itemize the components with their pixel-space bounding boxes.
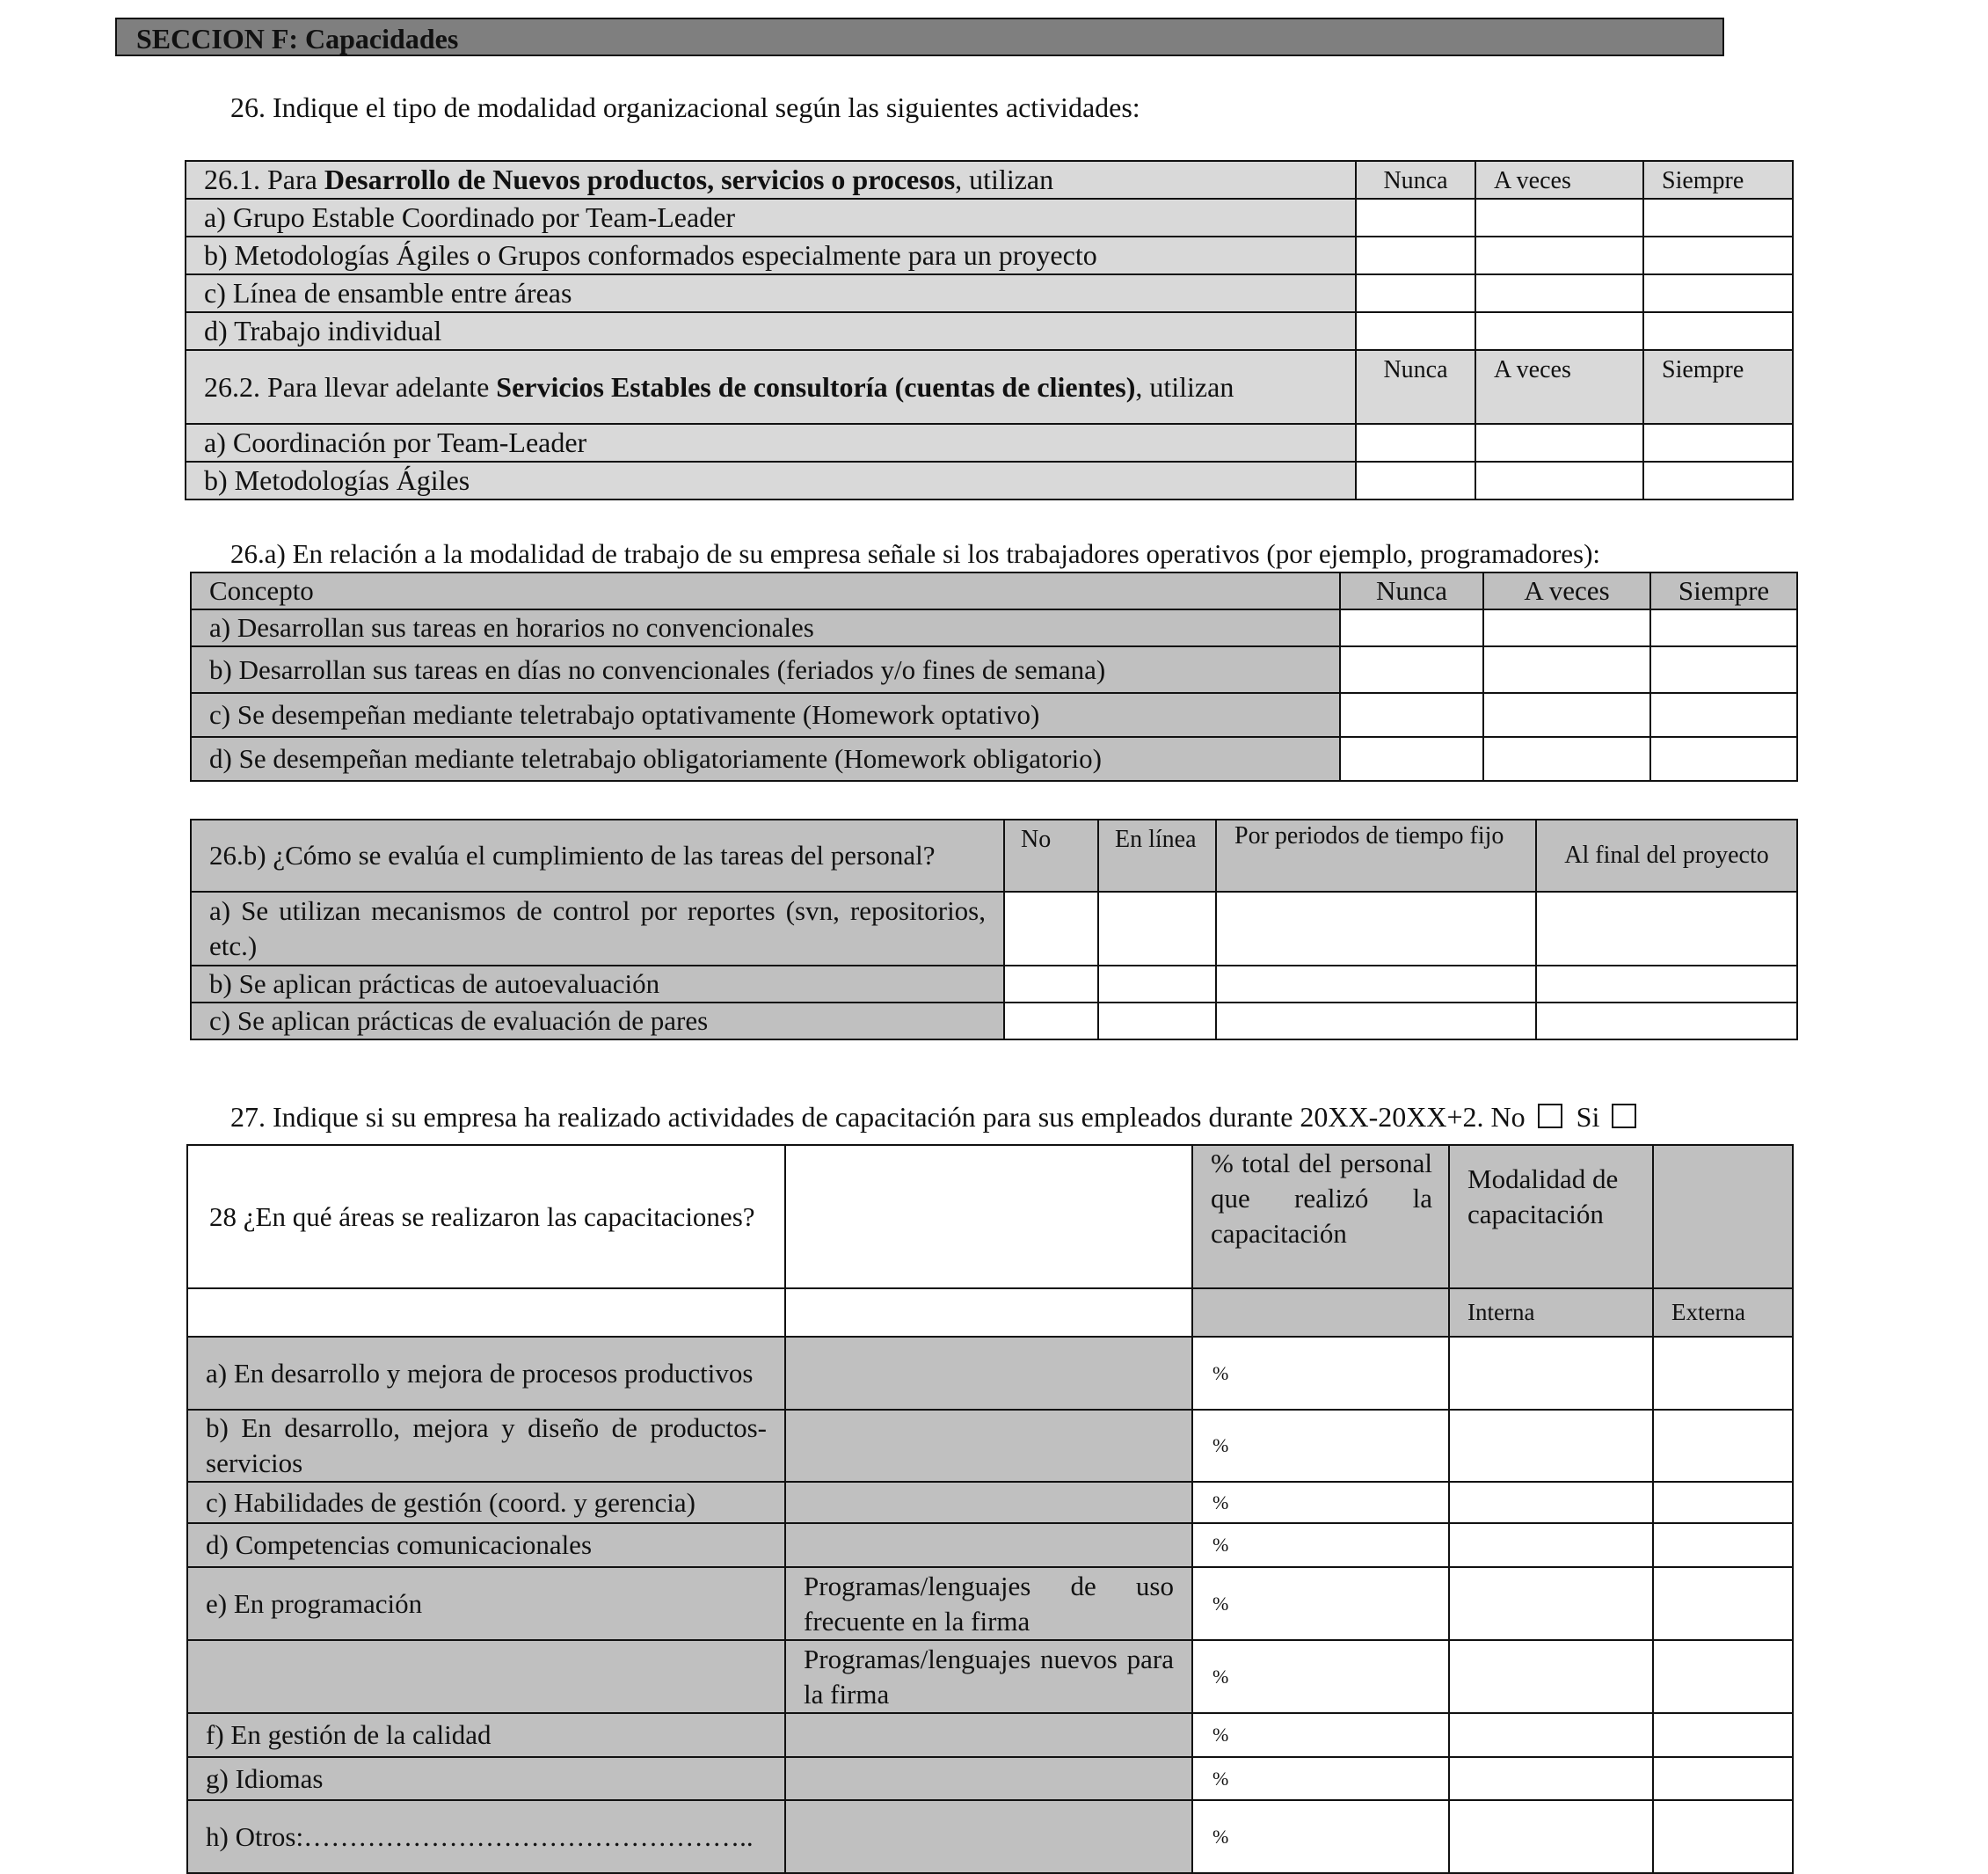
q28-question: 28 ¿En qué áreas se realizaron las capacitaciones?: [187, 1145, 785, 1288]
answer-cell[interactable]: [1536, 966, 1797, 1003]
q26-1-row-a: a) Grupo Estable Coordinado por Team-Leader: [186, 199, 1356, 237]
answer-cell[interactable]: [1340, 693, 1483, 737]
answer-cell[interactable]: [1650, 646, 1797, 693]
q28-empty-cell: [785, 1288, 1192, 1337]
q28-pct-cell[interactable]: %: [1192, 1757, 1449, 1800]
q28-interna-header: Interna: [1449, 1288, 1653, 1337]
q26b-col-no: No: [1004, 820, 1098, 892]
answer-cell[interactable]: [1536, 1003, 1797, 1039]
q28-row-e-label: e) En programación: [187, 1567, 785, 1640]
answer-cell[interactable]: [1475, 237, 1643, 274]
q28-row-b-label: b) En desarrollo, mejora y diseño de productos-servicios: [187, 1410, 785, 1482]
answer-cell[interactable]: [1356, 237, 1475, 274]
q26b-row-b: b) Se aplican prácticas de autoevaluación: [191, 966, 1004, 1003]
q26b-table: [190, 819, 1798, 1040]
q26-1-heading: 26.1. Para Desarrollo de Nuevos productos, servicios o procesos, utilizan: [186, 161, 1356, 199]
q26a-row-d: d) Se desempeñan mediante teletrabajo obligatoriamente (Homework obligatorio): [191, 737, 1340, 781]
answer-cell[interactable]: [1356, 199, 1475, 237]
answer-cell[interactable]: [1449, 1337, 1653, 1410]
answer-cell[interactable]: [1653, 1800, 1793, 1873]
answer-cell[interactable]: [1643, 462, 1793, 499]
q28-row-sub: [785, 1800, 1192, 1873]
answer-cell[interactable]: [1475, 312, 1643, 350]
col-siempre: Siempre: [1643, 161, 1793, 199]
q28-pct-cell[interactable]: %: [1192, 1713, 1449, 1757]
answer-cell[interactable]: [1475, 274, 1643, 312]
answer-cell[interactable]: [1653, 1640, 1793, 1713]
q28-row-a-label: a) En desarrollo y mejora de procesos productivos: [187, 1337, 785, 1410]
answer-cell[interactable]: [1475, 424, 1643, 462]
q28-row-sub: [785, 1337, 1192, 1410]
answer-cell[interactable]: [1449, 1640, 1653, 1713]
answer-cell[interactable]: [1653, 1757, 1793, 1800]
answer-cell[interactable]: [1653, 1523, 1793, 1567]
q28-row-sub: [785, 1410, 1192, 1482]
q28-pct-cell[interactable]: %: [1192, 1482, 1449, 1523]
answer-cell[interactable]: [1653, 1337, 1793, 1410]
q26-1-row-d: d) Trabajo individual: [186, 312, 1356, 350]
q28-pct-cell[interactable]: %: [1192, 1410, 1449, 1482]
answer-cell[interactable]: [1004, 892, 1098, 966]
q28-pct-cell[interactable]: %: [1192, 1800, 1449, 1873]
q28-row-sub: [785, 1757, 1192, 1800]
q28-row-e-sub2: Programas/lenguajes nuevos para la firma: [785, 1640, 1192, 1713]
q26a-header-a-veces: A veces: [1483, 572, 1650, 609]
answer-cell[interactable]: [1098, 1003, 1216, 1039]
answer-cell[interactable]: [1643, 199, 1793, 237]
q28-empty-header: [785, 1145, 1192, 1288]
col-a-veces: A veces: [1475, 161, 1643, 199]
col-nunca: Nunca: [1356, 350, 1475, 424]
q28-pct-cell[interactable]: %: [1192, 1640, 1449, 1713]
q28-row-e2-label: [187, 1640, 785, 1713]
q28-row-d-label: d) Competencias comunicacionales: [187, 1523, 785, 1567]
answer-cell[interactable]: [1653, 1482, 1793, 1523]
answer-cell[interactable]: [1650, 737, 1797, 781]
q27-si-label: Si: [1576, 1101, 1600, 1133]
col-a-veces: A veces: [1475, 350, 1643, 424]
q28-externa-header: Externa: [1653, 1288, 1793, 1337]
q26b-col-en-linea: En línea: [1098, 820, 1216, 892]
q28-empty-cell: [187, 1288, 785, 1337]
q27-line: [230, 1101, 1636, 1134]
answer-cell[interactable]: [1449, 1567, 1653, 1640]
q28-table: [186, 1144, 1794, 1874]
answer-cell[interactable]: [1098, 966, 1216, 1003]
answer-cell[interactable]: [1483, 737, 1650, 781]
answer-cell[interactable]: [1449, 1523, 1653, 1567]
q26a-header-concepto: Concepto: [191, 572, 1340, 609]
answer-cell[interactable]: [1643, 312, 1793, 350]
answer-cell[interactable]: [1098, 892, 1216, 966]
q28-empty-gray: [1192, 1288, 1449, 1337]
q28-pct-cell[interactable]: %: [1192, 1523, 1449, 1567]
answer-cell[interactable]: [1653, 1410, 1793, 1482]
answer-cell[interactable]: [1356, 462, 1475, 499]
q26-intro: 26. Indique el tipo de modalidad organizacional según las siguientes actividades:: [230, 91, 1140, 123]
answer-cell[interactable]: [1449, 1410, 1653, 1482]
answer-cell[interactable]: [1004, 1003, 1098, 1039]
q26-2-row-a: a) Coordinación por Team-Leader: [186, 424, 1356, 462]
answer-cell[interactable]: [1449, 1800, 1653, 1873]
q28-row-c-label: c) Habilidades de gestión (coord. y gerencia): [187, 1482, 785, 1523]
q28-row-h-label: h) Otros:…………………………………………..: [187, 1800, 785, 1873]
answer-cell[interactable]: [1449, 1757, 1653, 1800]
q26a-row-c: c) Se desempeñan mediante teletrabajo optativamente (Homework optativo): [191, 693, 1340, 737]
q26-2-row-b: b) Metodologías Ágiles: [186, 462, 1356, 499]
q27-text: 27. Indique si su empresa ha realizado actividades de capacitación para sus empleados durante 20XX-20XX+2. No: [230, 1101, 1526, 1133]
answer-cell[interactable]: [1536, 892, 1797, 966]
answer-cell[interactable]: [1653, 1713, 1793, 1757]
answer-cell[interactable]: [1475, 462, 1643, 499]
q26b-question: 26.b) ¿Cómo se evalúa el cumplimiento de las tareas del personal?: [191, 820, 1004, 892]
answer-cell[interactable]: [1475, 199, 1643, 237]
answer-cell[interactable]: [1340, 609, 1483, 646]
q26a-intro: 26.a) En relación a la modalidad de trabajo de su empresa señale si los trabajadores operativos (por ejemplo, programadores):: [230, 538, 1601, 569]
answer-cell[interactable]: [1216, 892, 1536, 966]
answer-cell[interactable]: [1643, 237, 1793, 274]
q26a-header-siempre: Siempre: [1650, 572, 1797, 609]
answer-cell[interactable]: [1216, 966, 1536, 1003]
answer-cell[interactable]: [1449, 1482, 1653, 1523]
answer-cell[interactable]: [1650, 609, 1797, 646]
answer-cell[interactable]: [1643, 274, 1793, 312]
q26b-col-final: Al final del proyecto: [1536, 820, 1797, 892]
answer-cell[interactable]: [1653, 1567, 1793, 1640]
q28-pct-header: % total del personal que realizó la capacitación: [1192, 1145, 1449, 1288]
col-siempre: Siempre: [1643, 350, 1793, 424]
answer-cell[interactable]: [1356, 274, 1475, 312]
answer-cell[interactable]: [1483, 609, 1650, 646]
q26a-row-a: a) Desarrollan sus tareas en horarios no convencionales: [191, 609, 1340, 646]
q28-modalidad-header: Modalidad de capacitación: [1449, 1145, 1653, 1288]
q28-row-sub: [785, 1523, 1192, 1567]
q26a-header-nunca: Nunca: [1340, 572, 1483, 609]
section-title-bar: [115, 18, 1724, 56]
q26-1-row-c: c) Línea de ensamble entre áreas: [186, 274, 1356, 312]
answer-cell[interactable]: [1650, 693, 1797, 737]
answer-cell[interactable]: [1004, 966, 1098, 1003]
answer-cell[interactable]: [1356, 424, 1475, 462]
q28-row-g-label: g) Idiomas: [187, 1757, 785, 1800]
q26a-row-b: b) Desarrollan sus tareas en días no convencionales (feriados y/o fines de semana): [191, 646, 1340, 693]
q26-2-heading: 26.2. Para llevar adelante Servicios Estables de consultoría (cuentas de clientes), utilizan: [186, 350, 1356, 424]
answer-cell[interactable]: [1483, 646, 1650, 693]
q28-row-sub: [785, 1482, 1192, 1523]
answer-cell[interactable]: [1449, 1713, 1653, 1757]
q28-row-e-sub1: Programas/lenguajes de uso frecuente en la firma: [785, 1567, 1192, 1640]
answer-cell[interactable]: [1216, 1003, 1536, 1039]
q28-empty-gray: [1653, 1145, 1793, 1288]
q28-pct-cell[interactable]: %: [1192, 1337, 1449, 1410]
col-nunca: Nunca: [1356, 161, 1475, 199]
q26-table: [185, 160, 1794, 500]
q26b-row-a: a) Se utilizan mecanismos de control por reportes (svn, repositorios, etc.): [191, 892, 1004, 966]
q26b-row-c: c) Se aplican prácticas de evaluación de pares: [191, 1003, 1004, 1039]
answer-cell[interactable]: [1340, 646, 1483, 693]
q26a-table: [190, 572, 1798, 782]
section-title: SECCION F: Capacidades: [136, 23, 459, 55]
q28-row-f-label: f) En gestión de la calidad: [187, 1713, 785, 1757]
q26b-col-periodos: Por periodos de tiempo fijo: [1216, 820, 1536, 892]
q26-1-row-b: b) Metodologías Ágiles o Grupos conformados especialmente para un proyecto: [186, 237, 1356, 274]
answer-cell[interactable]: [1340, 737, 1483, 781]
q28-row-sub: [785, 1713, 1192, 1757]
q27-no-checkbox[interactable]: [1538, 1104, 1562, 1128]
answer-cell[interactable]: [1483, 693, 1650, 737]
q27-si-checkbox[interactable]: [1612, 1104, 1636, 1128]
answer-cell[interactable]: [1643, 424, 1793, 462]
q28-pct-cell[interactable]: %: [1192, 1567, 1449, 1640]
answer-cell[interactable]: [1356, 312, 1475, 350]
